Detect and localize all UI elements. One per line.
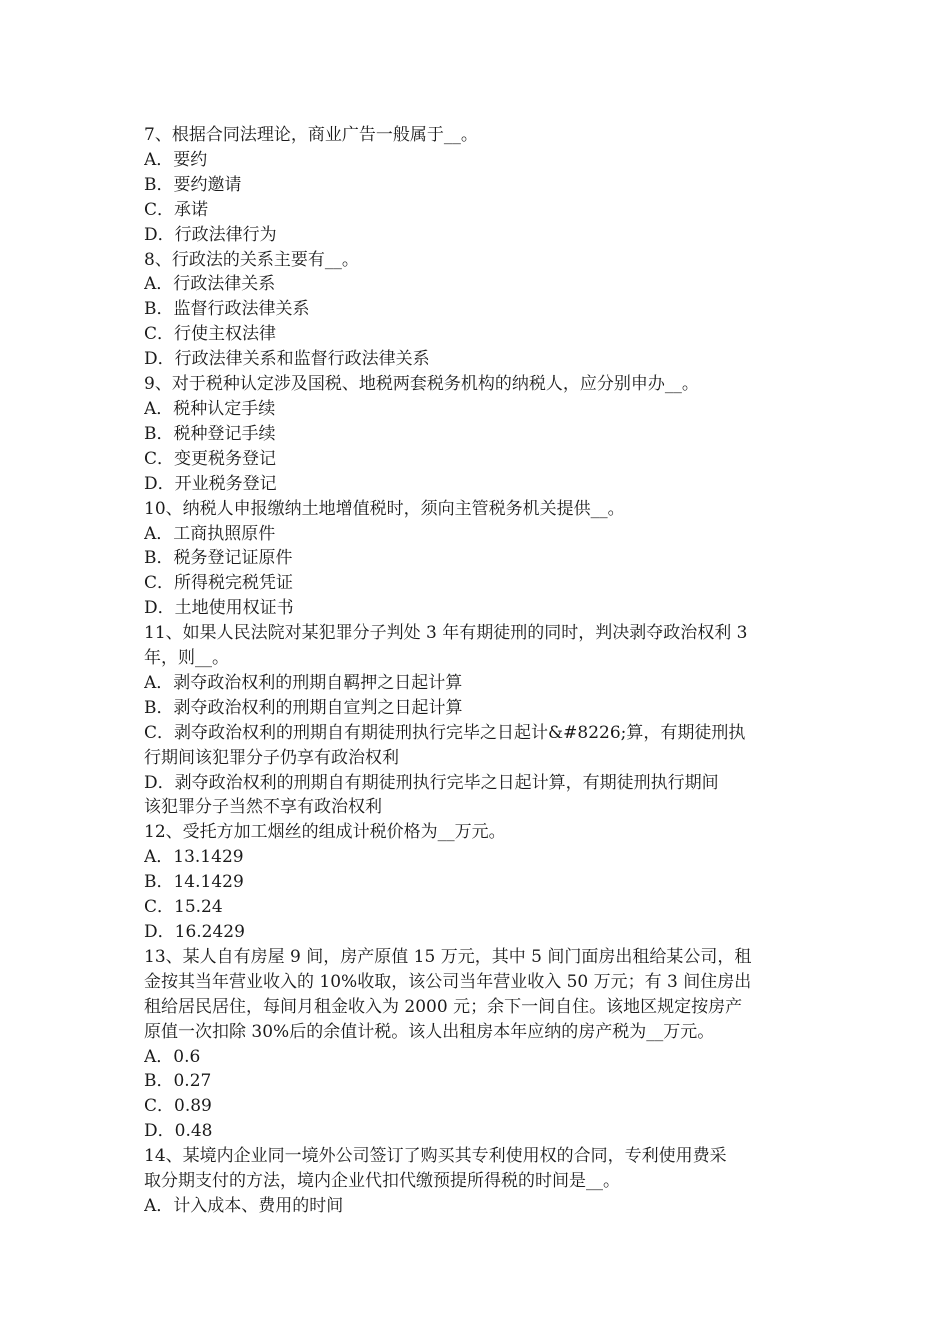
q11-option-c-line-2: 行期间该犯罪分子仍享有政治权利 [144, 747, 399, 768]
q14-option-a: A．计入成本、费用的时间 [144, 1195, 344, 1216]
q10-option-c: C．所得税完税凭证 [144, 573, 294, 594]
q10-option-d: D．土地使用权证书 [144, 598, 294, 619]
question-13-line-2: 金按其当年营业收入的 10%收取，该公司当年营业收入 50 万元；有 3 间住房出 [144, 971, 752, 992]
q8-option-a: A．行政法律关系 [144, 274, 276, 295]
question-14-line-2: 取分期支付的方法，境内企业代扣代缴预提所得税的时间是__。 [144, 1171, 620, 1192]
q12-option-b: B．14.1429 [144, 872, 244, 893]
question-12: 12、受托方加工烟丝的组成计税价格为__万元。 [144, 822, 506, 843]
q7-option-d: D．行政法律行为 [144, 224, 277, 245]
q13-option-a: A．0.6 [144, 1046, 201, 1067]
q11-option-d-line-2: 该犯罪分子当然不享有政治权利 [144, 797, 382, 818]
q9-option-b: B．税种登记手续 [144, 423, 276, 444]
q10-option-b: B．税务登记证原件 [144, 548, 293, 569]
q12-option-a: A．13.1429 [144, 847, 244, 868]
q11-option-b: B．剥夺政治权利的刑期自宣判之日起计算 [144, 697, 463, 718]
q7-option-b: B．要约邀请 [144, 174, 242, 195]
q9-option-d: D．开业税务登记 [144, 473, 277, 494]
q11-option-d-line-1: D．剥夺政治权利的刑期自有期徒刑执行完毕之日起计算，有期徒刑执行期间 [144, 772, 719, 793]
question-13-line-4: 原值一次扣除 30%后的余值计税。该人出租房本年应纳的房产税为__万元。 [144, 1021, 715, 1042]
q12-option-d: D．16.2429 [144, 922, 245, 942]
q11-option-a: A．剥夺政治权利的刑期自羁押之日起计算 [144, 672, 463, 693]
q8-option-c: C．行使主权法律 [144, 324, 277, 345]
q8-option-b: B．监督行政法律关系 [144, 299, 310, 320]
q13-option-d: D．0.48 [144, 1121, 213, 1142]
q13-option-b: B．0.27 [144, 1071, 212, 1092]
question-7: 7、根据合同法理论，商业广告一般属于__。 [144, 125, 478, 145]
question-8: 8、行政法的关系主要有__。 [144, 249, 359, 270]
q10-option-a: A．工商执照原件 [144, 523, 276, 544]
question-14-line-1: 14、某境内企业同一境外公司签订了购买其专利使用权的合同，专利使用费采 [144, 1146, 727, 1167]
document-body [144, 123, 809, 1219]
question-13-line-1: 13、某人自有房屋 9 间，房产原值 15 万元，其中 5 间门面房出租给某公司，租 [144, 946, 752, 967]
question-11-line-1: 11、如果人民法院对某犯罪分子判处 3 年有期徒刑的同时，判决剥夺政治权利 3 [144, 623, 748, 644]
q9-option-c: C．变更税务登记 [144, 448, 277, 469]
q7-option-a: A．要约 [144, 149, 208, 170]
q8-option-d: D．行政法律关系和监督行政法律关系 [144, 349, 430, 370]
q12-option-c: C．15.24 [144, 897, 223, 918]
question-13-line-3: 租给居民居住，每间月租金收入为 2000 元；余下一间自住。该地区规定按房产 [144, 996, 743, 1017]
question-11-line-2: 年，则__。 [144, 648, 229, 669]
q11-option-c-line-1: C．剥夺政治权利的刑期自有期徒刑执行完毕之日起计&#8226;算，有期徒刑执 [144, 722, 746, 743]
q9-option-a: A．税种认定手续 [144, 398, 276, 419]
question-9: 9、对于税种认定涉及国税、地税两套税务机构的纳税人，应分别申办__。 [144, 374, 699, 395]
q13-option-c: C．0.89 [144, 1096, 212, 1117]
q7-option-c: C．承诺 [144, 199, 209, 220]
question-10: 10、纳税人申报缴纳土地增值税时，须向主管税务机关提供__。 [144, 498, 625, 519]
